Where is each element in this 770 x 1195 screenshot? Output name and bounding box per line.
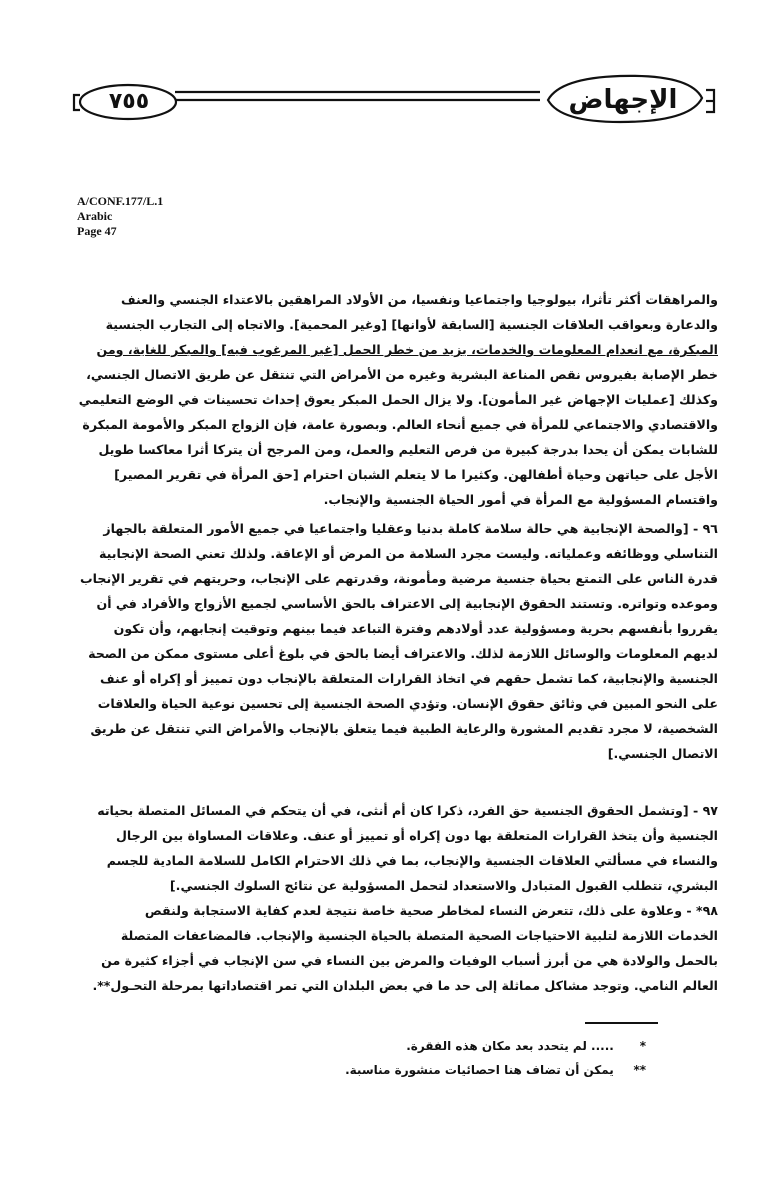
footnote: [246, 1036, 646, 1056]
document-reference: [77, 194, 163, 239]
document-symbol: A/CONF.177/L.1: [77, 194, 164, 208]
paragraph-line: على النحو المبين في وثائق حقوق الإنسان. وتؤدي الصحة الجنسية إلى تحسين نوعية الحياة والعلاقات: [97, 696, 718, 711]
document-language: Arabic: [77, 209, 113, 223]
paragraph-line: قدرة الناس على التمتع بحياة جنسية مرضية ومأمونة، وقدرتهم على الإنجاب، وحريتهم في تقرير الإنجاب: [80, 571, 718, 586]
paragraph-line: الجنسية والإنجابية، كما تشمل حقهم في اتخاذ القرارات المتعلقة بالإنجاب دون تمييز أو إكراه أو عنف: [100, 671, 718, 686]
paragraph-line: المبكرة، مع انعدام المعلومات والخدمات، يزيد من خطر الحمل [غير المرغوب فيه] والمبكر للغاية، ومن: [96, 342, 718, 357]
footnote: [246, 1060, 646, 1080]
paragraph-96: [76, 516, 718, 766]
running-header: [0, 0, 770, 140]
running-title: الإجهاض: [568, 85, 678, 115]
paragraph-line: ٩٦ - [والصحة الإنجابية هي حالة سلامة كاملة بدنيا وعقليا واجتماعيا في جميع الأمور المتعلقة بالجهاز: [103, 521, 718, 536]
paragraph-line: والمراهقات أكثر تأثرا، بيولوجيا واجتماعيا ونفسيا، من الأولاد المراهقين بالاعتداء الجنسي والعنف: [121, 292, 718, 307]
paragraph-line: الأجل على حياتهن وحياة أطفالهن. وكثيرا ما لا يتعلم الشبان احترام [حق المرأة في تقرير المصير]: [114, 467, 718, 482]
paragraph-line: بالحمل والولادة هي من أبرز أسباب الوفيات والمرض بين النساء في سن الإنجاب في أجزاء كثيرة من: [101, 953, 718, 968]
paragraph-line: وكذلك [عمليات الإجهاض غير المأمون]. ولا يزال الحمل المبكر يعوق إحداث تحسينات في الوضع التعليمي: [78, 392, 718, 407]
page-number: ٧٥٥: [108, 89, 150, 114]
paragraph-line: الاتصال الجنسي.]: [607, 746, 718, 761]
paragraph-line: وموعده وتواتره. وتستند الحقوق الإنجابية إلى الاعتراف بالحق الأساسي لجميع الأزواج والأفراد في أن: [96, 596, 718, 611]
paragraph-line: والاقتصادي والاجتماعي للمرأة في جميع أنحاء العالم. وبصورة عامة، فإن الزواج المبكر والأمومة المبكرة: [82, 417, 718, 432]
footnote-text: ..... لم يتحدد بعد مكان هذه الفقرة.: [406, 1039, 614, 1053]
paragraph-line: التناسلي ووظائفه وعملياته. وليست مجرد السلامة من المرض أو الإعاقة. ولذلك تعني الصحة الإنجابية: [98, 546, 718, 561]
paragraph-line: والنساء في مسألتي العلاقات الجنسية والإنجاب، بما في ذلك الاحترام الكامل للسلامة المادية للجسم: [106, 853, 718, 868]
paragraph-98: [76, 898, 718, 998]
paragraph-line: الشخصية، لا مجرد تقديم المشورة والرعاية الطبية فيما يتعلق بالإنجاب والأمراض التي تنتقل عن طريق: [90, 721, 718, 736]
document-page: Page 47: [77, 224, 117, 238]
paragraph-line: ٩٨* - وعلاوة على ذلك، تتعرض النساء لمخاطر صحية خاصة نتيجة لعدم كفاية الاستجابة ولنقص: [144, 903, 718, 918]
footnote-mark: **: [633, 1063, 646, 1077]
footnote-mark: *: [639, 1039, 646, 1053]
paragraph-line: الجنسية وأن يتخذ القرارات المتعلقة بها دون إكراه أو تمييز أو عنف. وعلاقات المساواة بين الرجال: [116, 828, 718, 843]
paragraph-line: والدعارة وبعواقب العلاقات الجنسية [السابقة لأوانها] [وغير المحمية]. والاتجاه إلى التجارب الجنسية: [105, 317, 718, 332]
paragraph-line: لديهم المعلومات والوسائل اللازمة لذلك. والاعتراف أيضا بالحق في بلوغ أعلى مستوى ممكن من الصحة: [88, 646, 718, 661]
paragraph-line: واقتسام المسؤولية مع المرأة في أمور الحياة الجنسية والإنجاب.: [323, 492, 718, 507]
paragraph-continuation: [76, 287, 718, 512]
paragraph-line: البشري، تتطلب القبول المتبادل والاستعداد لتحمل المسؤولية عن نتائج السلوك الجنسي.]: [169, 878, 718, 893]
footnote-separator: [585, 1022, 658, 1024]
paragraph-line: خطر الإصابة بفيروس نقص المناعة البشرية وغيره من الأمراض التي تنتقل عن طريق الاتصال الجنسي،: [86, 367, 718, 382]
paragraph-line: يقرروا بأنفسهم بحرية ومسؤولية عدد أولادهم وفترة التباعد فيما بينهم وتوقيت إنجابهم، وأن تكون: [113, 621, 718, 636]
paragraph-line: للشابات يمكن أن يحدا بدرجة كبيرة من فرص التعليم والعمل، ومن المرجح أن يتركا أثرا معاكسا طويل: [98, 442, 718, 457]
paragraph-line: العالم النامي. وتوجد مشاكل مماثلة إلى حد ما في بعض البلدان التي تمر اقتصاداتها بمرحلة التحـول**.: [92, 978, 718, 993]
paragraph-line: الخدمات اللازمة لتلبية الاحتياجات الصحية المتصلة بالحياة الجنسية والإنجاب. فالمضاعفات المتصلة: [120, 928, 718, 943]
paragraph-line: ٩٧ - [وتشمل الحقوق الجنسية حق الفرد، ذكرا كان أم أنثى، في أن يتحكم في المسائل المتصلة بحياته: [97, 803, 718, 818]
footnote-text: يمكن أن تضاف هنا احصائيات منشورة مناسبة.: [345, 1063, 614, 1077]
paragraph-97: [76, 798, 718, 898]
